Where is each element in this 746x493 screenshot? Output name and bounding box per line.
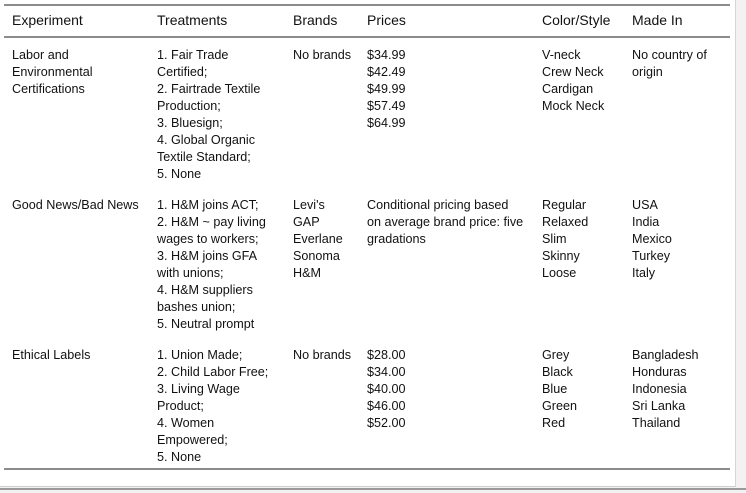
cell-text-line: 4. Women (157, 416, 215, 430)
cell-text-line: GAP (293, 215, 320, 229)
cell-text-line: $34.99 (367, 48, 406, 62)
cell-text-line: Textile Standard; (157, 150, 251, 164)
cell-text-line: 5. None (157, 450, 202, 464)
experiments-table (4, 4, 730, 470)
table-row (4, 347, 730, 469)
cell-text-line: Bangladesh (632, 348, 699, 362)
cell-text-line: Conditional pricing based (367, 198, 509, 212)
experiment-cell (4, 197, 149, 347)
cell-text-line: Slim (542, 232, 567, 246)
cell-text-line: Mexico (632, 232, 672, 246)
color-style-cell (534, 37, 624, 197)
cell-text-line: Crew Neck (542, 65, 604, 79)
cell-text-line: 2. Child Labor Free; (157, 365, 269, 379)
cell-text-line: $34.00 (367, 365, 406, 379)
cell-text-line: USA (632, 198, 658, 212)
cell-text-line: No brands (293, 48, 352, 62)
cell-text-line: $64.99 (367, 116, 406, 130)
cell-text-line: 5. None (157, 167, 202, 181)
cell-text-line: Sri Lanka (632, 399, 686, 413)
made-in-cell (624, 37, 730, 197)
cell-text-line: $42.49 (367, 65, 406, 79)
column-header-color-style: Color/Style (542, 12, 611, 28)
cell-text-line: 3. Bluesign; (157, 116, 223, 130)
column-header-made-in: Made In (632, 12, 683, 28)
cell-text-line: Grey (542, 348, 570, 362)
cell-text-line: 3. H&M joins GFA (157, 249, 258, 263)
cell-text-line: 3. Living Wage (157, 382, 240, 396)
treatments-cell (149, 197, 285, 347)
cell-text-line: $46.00 (367, 399, 406, 413)
cell-text-line: Ethical Labels (12, 348, 91, 362)
cell-text-line: Blue (542, 382, 568, 396)
cell-text-line: Italy (632, 266, 656, 280)
cell-text-line: $49.99 (367, 82, 406, 96)
cell-text-line: origin (632, 65, 663, 79)
cell-text-line: No country of (632, 48, 707, 62)
cell-text-line: Good News/Bad News (12, 198, 139, 212)
cell-text-line: $40.00 (367, 382, 406, 396)
made-in-cell (624, 347, 730, 469)
cell-text-line: Certifications (12, 82, 85, 96)
experiment-cell (4, 347, 149, 469)
cell-text-line: Skinny (542, 249, 580, 263)
cell-text-line: wages to workers; (157, 232, 259, 246)
cell-text-line: 4. H&M suppliers (157, 283, 253, 297)
cell-text-line: 1. Fair Trade (157, 48, 229, 62)
cell-text-line: Mock Neck (542, 99, 605, 113)
cell-text-line: $52.00 (367, 416, 406, 430)
page-bottom-rule (0, 488, 746, 490)
cell-text-line: Empowered; (157, 433, 228, 447)
cell-text-line: with unions; (157, 266, 224, 280)
table-row (4, 37, 730, 197)
cell-text-line: Turkey (632, 249, 671, 263)
cell-text-line: Sonoma (293, 249, 340, 263)
column-header-brands: Brands (293, 12, 338, 28)
cell-text-line: Levi's (293, 198, 325, 212)
cell-text-line: Production; (157, 99, 221, 113)
cell-text-line: 2. Fairtrade Textile (157, 82, 261, 96)
cell-text-line: Honduras (632, 365, 687, 379)
cell-text-line: Cardigan (542, 82, 594, 96)
prices-cell (359, 197, 534, 347)
cell-text-line: Everlane (293, 232, 343, 246)
cell-text-line: gradations (367, 232, 426, 246)
brands-cell (285, 37, 359, 197)
color-style-cell (534, 197, 624, 347)
brands-cell (285, 347, 359, 469)
cell-text-line: 1. Union Made; (157, 348, 243, 362)
cell-text-line: H&M (293, 266, 321, 280)
cell-text-line: Red (542, 416, 566, 430)
cell-text-line: $57.49 (367, 99, 406, 113)
cell-text-line: 1. H&M joins ACT; (157, 198, 259, 212)
table-row (4, 197, 730, 347)
cell-text-line: $28.00 (367, 348, 406, 362)
cell-text-line: 2. H&M ~ pay living (157, 215, 266, 229)
cell-text-line: India (632, 215, 660, 229)
cell-text-line: No brands (293, 348, 352, 362)
cell-text-line: 4. Global Organic (157, 133, 256, 147)
prices-cell (359, 37, 534, 197)
table-header-row (4, 5, 730, 37)
column-header-prices: Prices (367, 12, 406, 28)
prices-cell (359, 347, 534, 469)
treatments-cell (149, 347, 285, 469)
cell-text-line: V-neck (542, 48, 581, 62)
cell-text-line: Black (542, 365, 573, 379)
cell-text-line: Certified; (157, 65, 208, 79)
cell-text-line: bashes union; (157, 300, 236, 314)
experiment-cell (4, 37, 149, 197)
cell-text-line: on average brand price: five (367, 215, 524, 229)
cell-text-line: 5. Neutral prompt (157, 317, 255, 331)
column-header-experiment: Experiment (12, 12, 83, 28)
cell-text-line: Relaxed (542, 215, 589, 229)
cell-text-line: Loose (542, 266, 577, 280)
cell-text-line: Indonesia (632, 382, 687, 396)
cell-text-line: Labor and (12, 48, 69, 62)
brands-cell (285, 197, 359, 347)
treatments-cell (149, 37, 285, 197)
column-header-treatments: Treatments (157, 12, 228, 28)
cell-text-line: Environmental (12, 65, 93, 79)
cell-text-line: Green (542, 399, 578, 413)
cell-text-line: Regular (542, 198, 587, 212)
made-in-cell (624, 197, 730, 347)
color-style-cell (534, 347, 624, 469)
cell-text-line: Thailand (632, 416, 681, 430)
cell-text-line: Product; (157, 399, 204, 413)
